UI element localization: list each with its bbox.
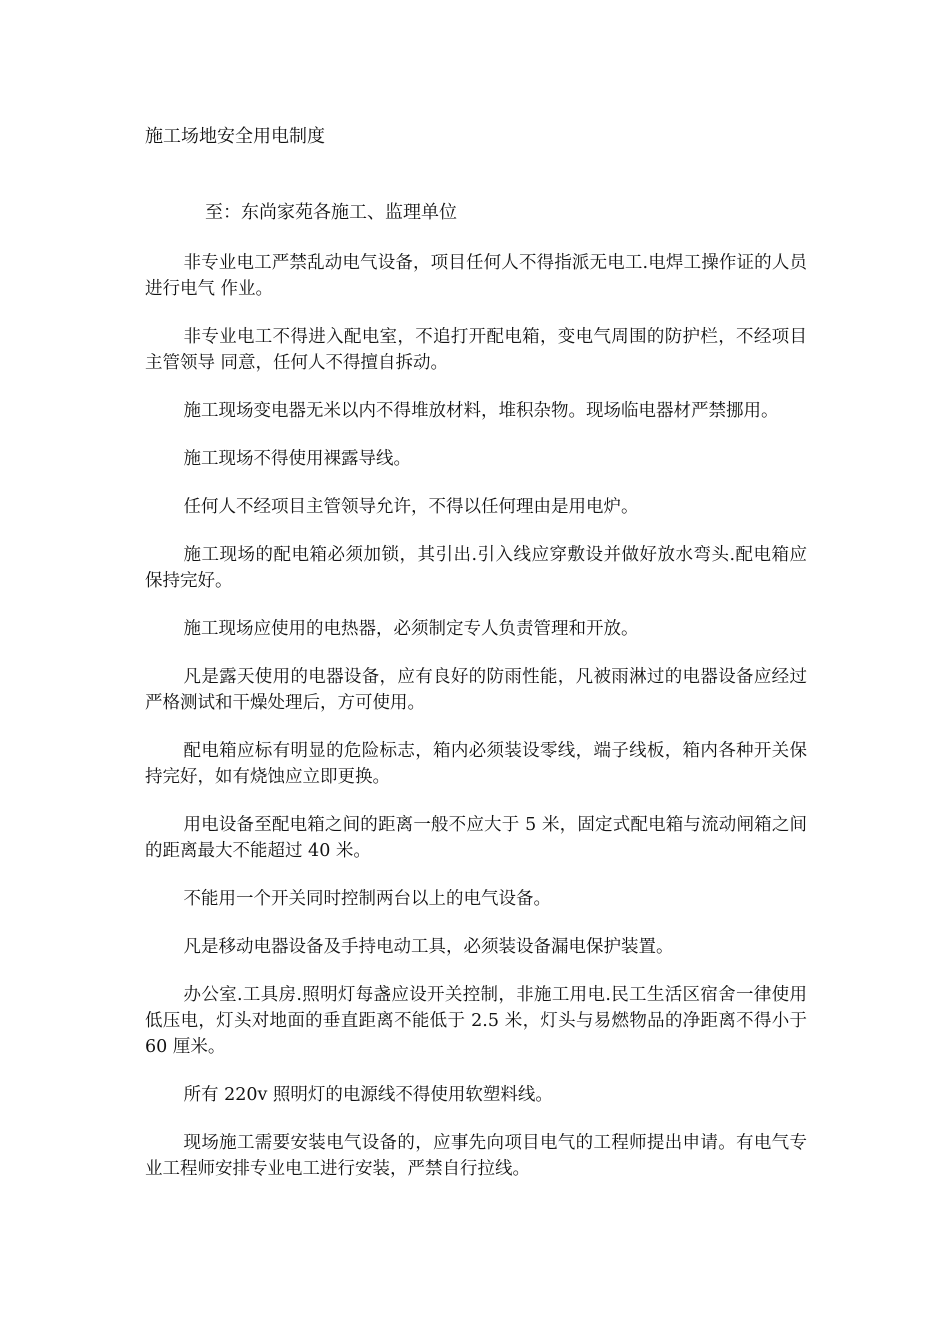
paragraph: 现场施工需要安装电气设备的，应事先向项目电气的工程师提出申请。有电气专业工程师安排专业电工进行安装，严禁自行拉线。 bbox=[145, 1133, 807, 1179]
paragraph: 不能用一个开关同时控制两台以上的电气设备。 bbox=[183, 889, 551, 909]
paragraph: 凡是移动电器设备及手持电动工具，必须装设备漏电保护装置。 bbox=[183, 937, 674, 957]
paragraph: 施工现场的配电箱必须加锁，其引出.引入线应穿敷设并做好放水弯头.配电箱应保持完好。 bbox=[145, 545, 807, 591]
document-body bbox=[145, 250, 807, 1204]
paragraph: 施工现场应使用的电热器，必须制定专人负责管理和开放。 bbox=[183, 619, 639, 639]
document-title: 施工场地安全用电制度 bbox=[145, 126, 325, 147]
paragraph: 施工现场不得使用裸露导线。 bbox=[183, 449, 411, 469]
paragraph: 非专业电工不得进入配电室，不追打开配电箱，变电气周围的防护栏，不经项目主管领导 同意，任何人不得擅自拆动。 bbox=[145, 327, 807, 373]
paragraph: 所有 220v 照明灯的电源线不得使用软塑料线。 bbox=[183, 1085, 553, 1105]
addressee-line: 至：东尚家苑各施工、监理单位 bbox=[205, 202, 457, 223]
paragraph: 凡是露天使用的电器设备，应有良好的防雨性能，凡被雨淋过的电器设备应经过严格测试和干燥处理后，方可使用。 bbox=[145, 667, 807, 713]
paragraph: 任何人不经项目主管领导允许，不得以任何理由是用电炉。 bbox=[183, 497, 639, 517]
paragraph: 办公室.工具房.照明灯每盏应设开关控制，非施工用电.民工生活区宿舍一律使用低压电，灯头对地面的垂直距离不能低于 2.5 米，灯头与易燃物品的净距离不得小于 60 厘米。 bbox=[145, 985, 807, 1057]
paragraph: 施工现场变电器无米以内不得堆放材料，堆积杂物。现场临电器材严禁挪用。 bbox=[183, 401, 779, 421]
paragraph: 非专业电工严禁乱动电气设备，项目任何人不得指派无电工.电焊工操作证的人员进行电气 作业。 bbox=[145, 253, 807, 299]
paragraph: 用电设备至配电箱之间的距离一般不应大于 5 米，固定式配电箱与流动闸箱之间的距离最大不能超过 40 米。 bbox=[145, 815, 807, 861]
paragraph: 配电箱应标有明显的危险标志，箱内必须装设零线，端子线板，箱内各种开关保持完好，如有烧蚀应立即更换。 bbox=[145, 741, 807, 787]
